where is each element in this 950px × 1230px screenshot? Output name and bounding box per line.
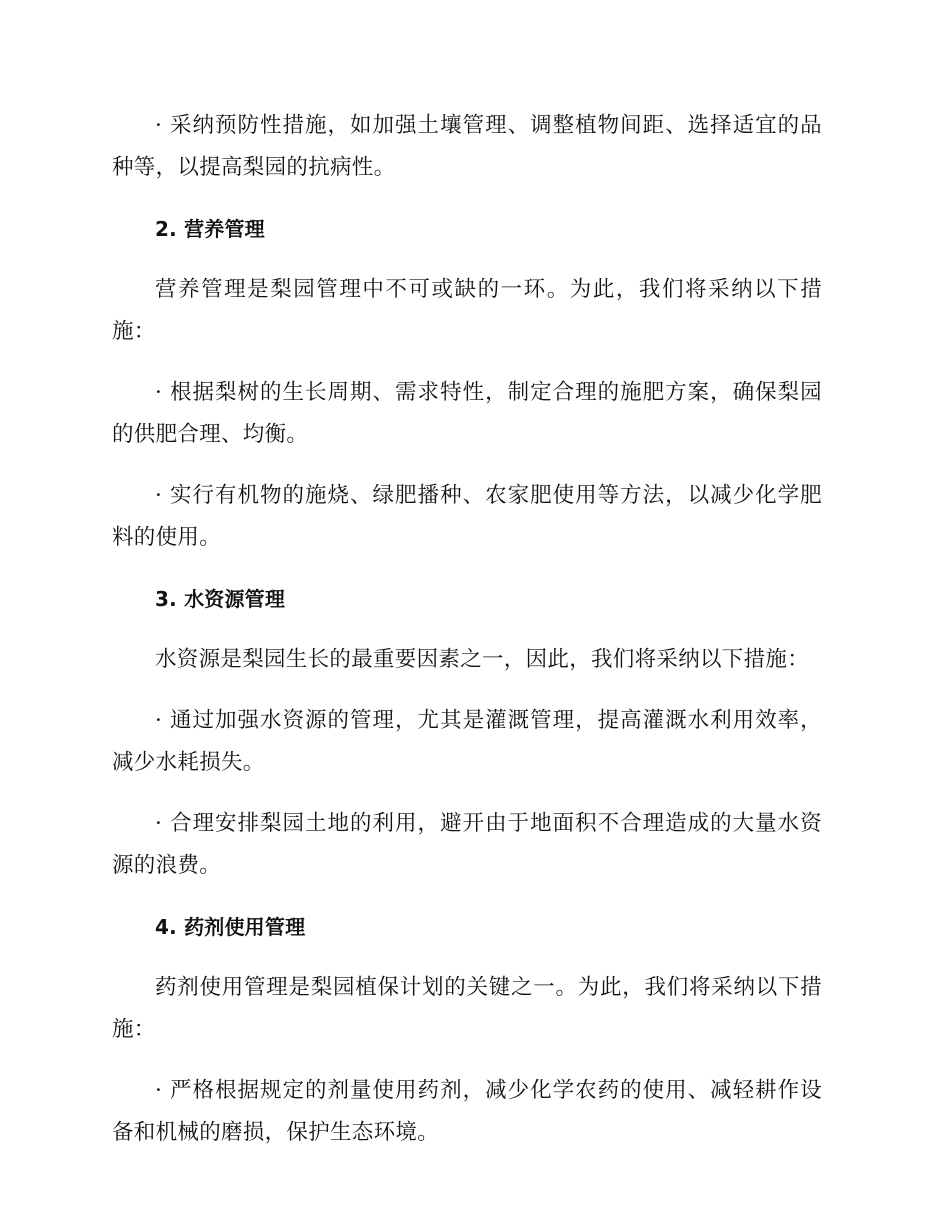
bullet-paragraph-fertilizer-plan: · 根据梨树的生长周期、需求特性，制定合理的施肥方案，确保梨园的供肥合理、均衡。 (112, 380, 822, 447)
bullet-paragraph-dosage: · 严格根据规定的剂量使用药剂，减少化学农药的使用、减轻耕作设备和机械的磨损，保护生态环境。 (112, 1078, 822, 1145)
bullet-paragraph-prevention: · 采纳预防性措施，如加强土壤管理、调整植物间距、选择适宜的品种等，以提高梨园的抗病性。 (112, 113, 822, 180)
section-heading-nutrition: 2. 营养管理 (155, 217, 265, 241)
bullet-paragraph-irrigation: · 通过加强水资源的管理，尤其是灌溉管理，提高灌溉水利用效率，减少水耗损失。 (112, 708, 822, 775)
paragraph-pesticide-intro: 药剂使用管理是梨园植保计划的关键之一。为此，我们将采纳以下措施： (112, 975, 822, 1042)
bullet-paragraph-land-use: · 合理安排梨园土地的利用，避开由于地面积不合理造成的大量水资源的浪费。 (112, 811, 822, 878)
section-heading-water: 3. 水资源管理 (155, 587, 286, 611)
paragraph-water-intro: 水资源是梨园生长的最重要因素之一，因此，我们将采纳以下措施： (155, 647, 810, 672)
section-heading-pesticide: 4. 药剂使用管理 (155, 915, 306, 939)
bullet-paragraph-organic-matter: · 实行有机物的施烧、绿肥播种、农家肥使用等方法，以减少化学肥料的使用。 (112, 483, 822, 550)
paragraph-nutrition-intro: 营养管理是梨园管理中不可或缺的一环。为此，我们将采纳以下措施： (112, 277, 822, 344)
